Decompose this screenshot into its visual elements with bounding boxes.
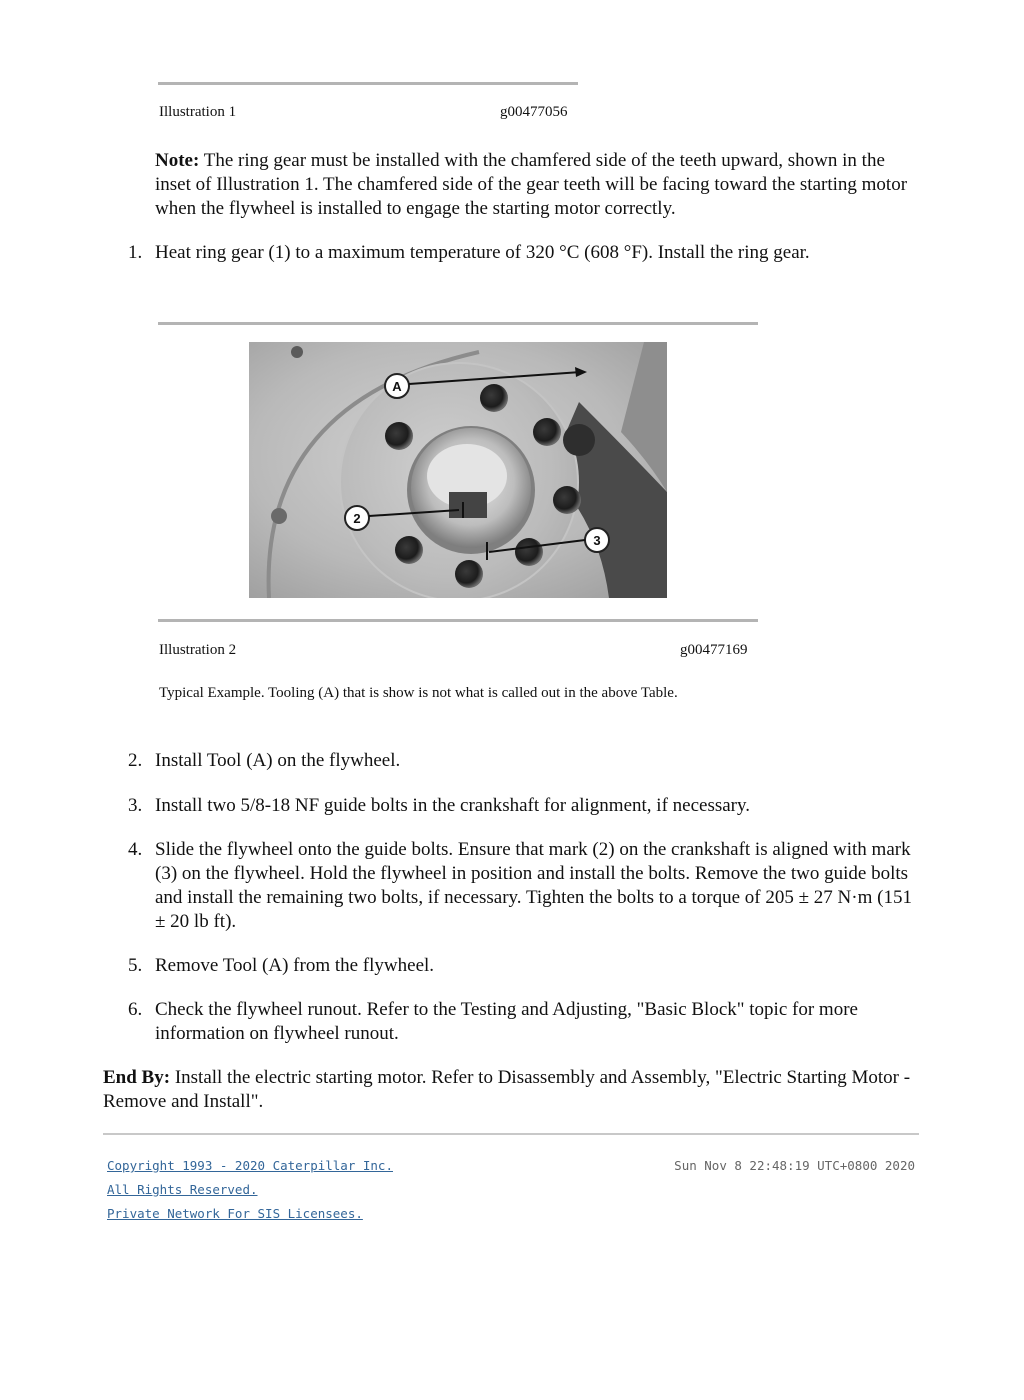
illustration-2-top-rule	[158, 322, 758, 325]
step-text: Heat ring gear (1) to a maximum temperature of 320 °C (608 °F). Install the ring gear.	[155, 242, 810, 263]
step-number: 2.	[128, 750, 143, 771]
illustration-2-bottom-rule	[158, 619, 758, 622]
note-text: The ring gear must be installed with the chamfered side of the teeth upward, shown in the inset of Illustration 1. The chamfered side of the gear teeth will be facing toward the starting motor when the flywheel is installed to engage the starting motor correctly.	[155, 150, 908, 219]
illustration-1-code: g00477056	[500, 104, 568, 120]
illustration-1-label: Illustration 1	[159, 104, 237, 120]
copyright-link[interactable]: Copyright 1993 - 2020 Caterpillar Inc.	[107, 1158, 393, 1173]
illustration-2-label: Illustration 2	[159, 642, 237, 658]
illustration-1-top-rule	[158, 82, 578, 85]
private-network-link[interactable]: Private Network For SIS Licensees.	[107, 1206, 363, 1221]
footer-divider	[103, 1133, 919, 1135]
callout-2-label: 2	[353, 511, 361, 526]
callout-a-label: A	[392, 379, 402, 394]
note-paragraph	[155, 149, 925, 221]
note-label: Note:	[155, 150, 200, 171]
step-number: 4.	[128, 839, 143, 860]
step-number: 5.	[128, 955, 143, 976]
step-text: Install Tool (A) on the flywheel.	[155, 750, 401, 771]
step-text: Check the flywheel runout. Refer to the Testing and Adjusting, "Basic Block" topic for more information on flywheel runout.	[155, 999, 858, 1044]
step-text: Slide the flywheel onto the guide bolts. Ensure that mark (2) on the crankshaft is aligned with mark (3) on the flywheel. Hold the flywheel in position and install the bolts. Remove the two guide bolts and install the remaining two bolts, if necessary. Tighten the bolts to a torque of 205 ± 27 N·m (151 ± 20 lb ft).	[155, 839, 912, 932]
end-by-text: Install the electric starting motor. Refer to Disassembly and Assembly, "Electric Starting Motor - Remove and Install".	[103, 1067, 911, 1112]
illustration-2-code: g00477169	[680, 642, 748, 658]
step-number: 3.	[128, 795, 143, 816]
end-by-paragraph	[103, 1066, 925, 1114]
step-text: Remove Tool (A) from the flywheel.	[155, 955, 435, 976]
all-rights-reserved-link[interactable]: All Rights Reserved.	[107, 1182, 258, 1197]
end-by-label: End By:	[103, 1067, 171, 1088]
flywheel-photo	[249, 342, 667, 598]
step-number: 1.	[128, 242, 143, 263]
generated-timestamp: Sun Nov 8 22:48:19 UTC+0800 2020	[674, 1158, 915, 1173]
step-text: Install two 5/8-18 NF guide bolts in the crankshaft for alignment, if necessary.	[155, 795, 751, 816]
illustration-2-caption: Typical Example. Tooling (A) that is show is not what is called out in the above Table.	[159, 685, 678, 701]
step-number: 6.	[128, 999, 143, 1020]
callout-3-label: 3	[593, 533, 601, 548]
